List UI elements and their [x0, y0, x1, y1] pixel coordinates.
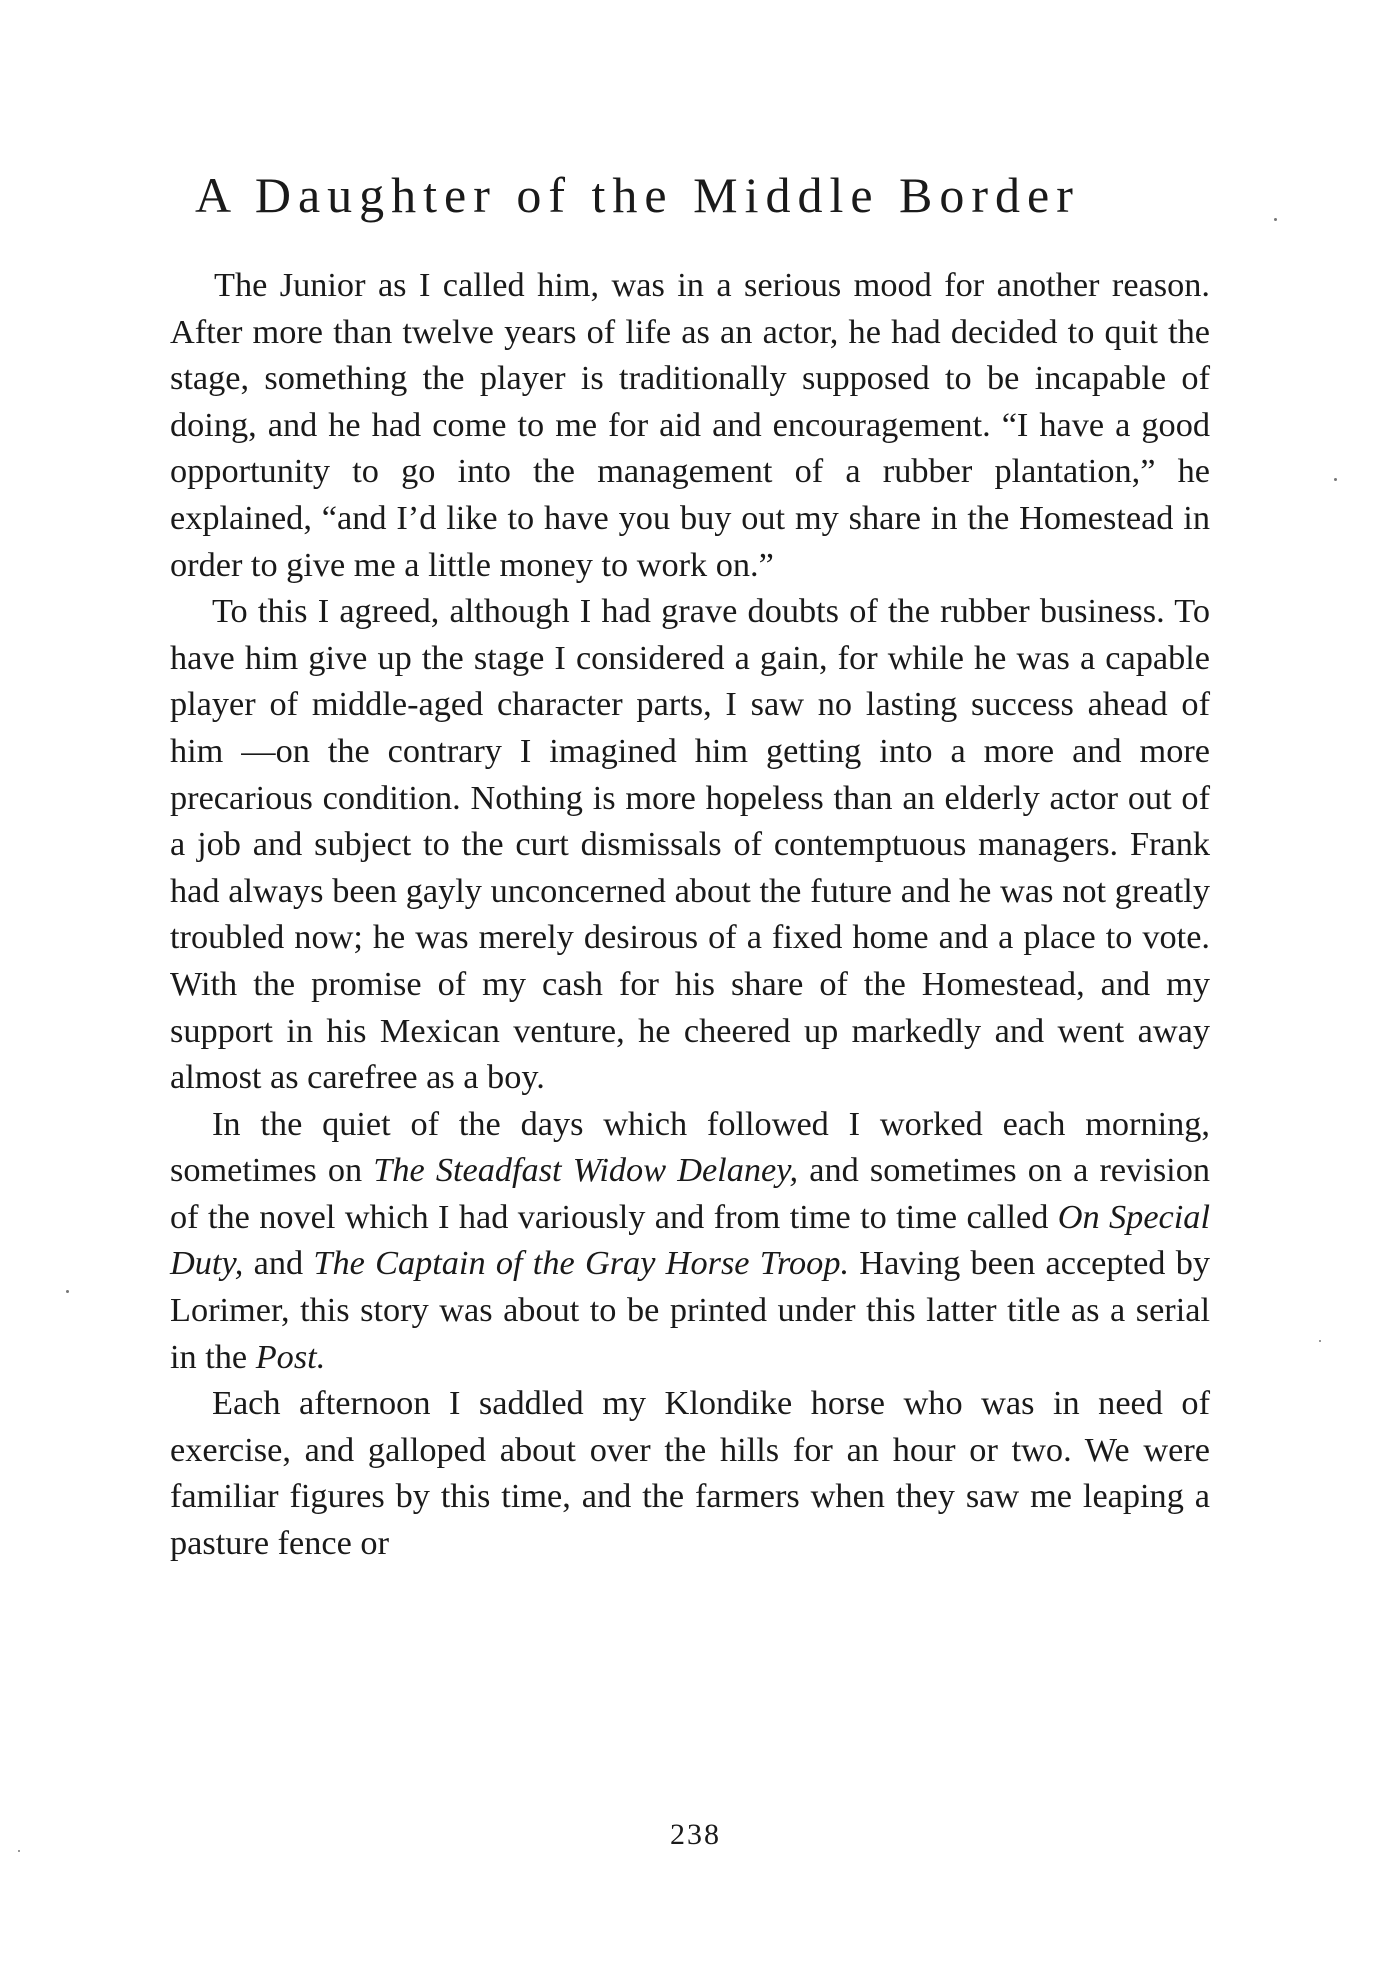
running-head: A Daughter of the Middle Border	[195, 167, 1080, 223]
print-speck	[1319, 1340, 1321, 1342]
italic-title: Post.	[255, 1337, 326, 1376]
text-run: Each afternoon I saddled my Klondike horse who was in need of exercise, and galloped about over the hills for an hour or two. We were familiar figures by this time, and the farmers when they saw me leaping a pasture fence or	[170, 1384, 1210, 1563]
print-speck	[1334, 478, 1337, 481]
paragraph	[170, 1380, 1210, 1566]
paragraph	[170, 588, 1210, 1101]
text-run: To this I agreed, although I had grave doubts of the rubber business. To have him give up the stage I considered a gain, for while he was a capable player of middle-aged character parts, I saw no lasting success ahead of him —on the contrary I imagined him getting into a more and more precarious condition. Nothing is more hopeless than an elderly actor out of a job and subject to the curt dismissals of contemptuous managers. Frank had always been gayly unconcerned about the future and he was not greatly troubled now; he was merely desirous of a fixed home and a place to vote. With the promise of my cash for his share of the Homestead, and my support in his Mexican venture, he cheered up markedly and went away almost as carefree as a boy.	[170, 592, 1210, 1097]
body-text	[170, 262, 1210, 1567]
italic-title: The Steadfast Widow Delaney,	[373, 1151, 799, 1190]
print-speck	[1274, 218, 1277, 221]
text-run: In the quiet of the days which followed I worked each morning, sometimes on	[170, 1104, 1210, 1190]
text-run: Having been accepted by Lorimer, this story was about to be printed under this latter title as a serial in the	[170, 1244, 1210, 1376]
print-speck	[18, 1850, 20, 1852]
paragraph	[170, 1101, 1210, 1381]
paragraph	[170, 262, 1210, 588]
print-speck	[66, 1290, 69, 1293]
text-run: The Junior as I called him, was in a serious mood for another reason. After more than twelve years of life as an actor, he had decided to quit the stage, something the player is traditionally supposed to be incapable of doing, and he had come to me for aid and encouragement. “I have a good opportunity to go into the management of a rubber plantation,” he explained, “and I’d like to have you buy out my share in the Homestead in order to give me a little money to work on.”	[170, 266, 1210, 584]
page-number: 238	[670, 1818, 721, 1851]
text-run: and	[243, 1244, 314, 1283]
italic-title: On Special Duty,	[170, 1197, 1210, 1283]
italic-title: The Captain of the Gray Horse Troop.	[313, 1244, 850, 1283]
text-run: and sometimes on a revision of the novel which I had variously and from time to time called	[170, 1151, 1210, 1236]
